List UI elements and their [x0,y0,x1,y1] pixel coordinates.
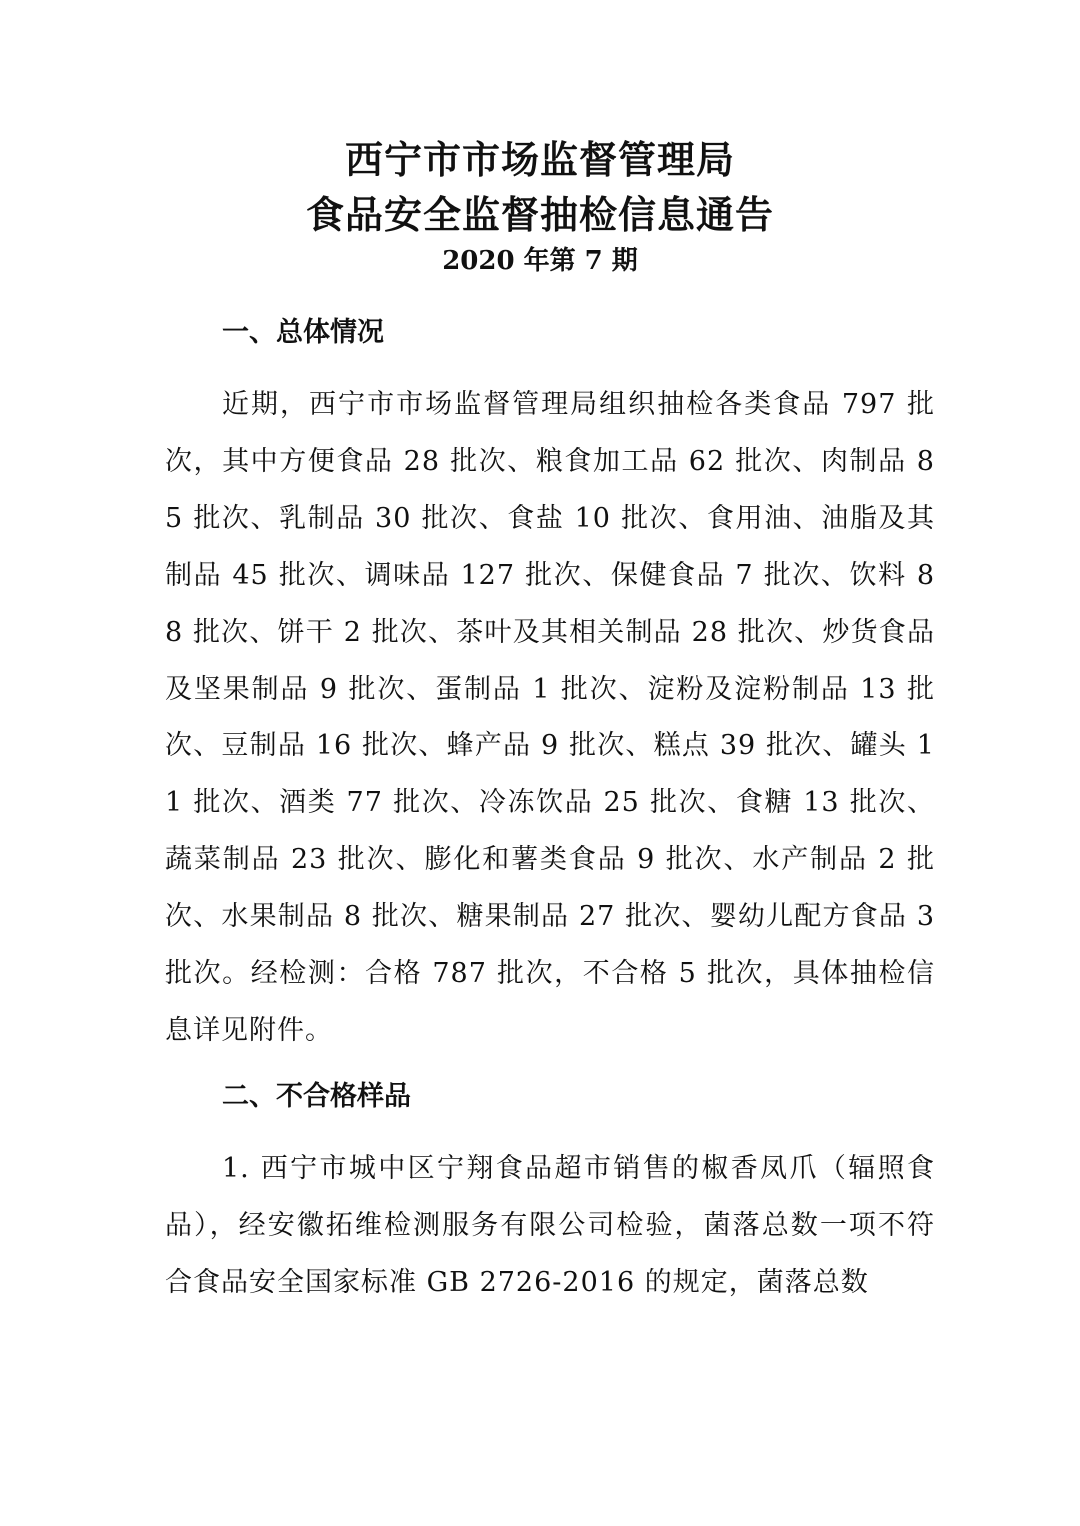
section-heading-unqualified: 二、不合格样品 [222,1081,411,1112]
overview-paragraph: 近期，西宁市市场监督管理局组织抽检各类食品 797 批次，其中方便食品 28 批次、粮食加工品 62 批次、肉制品 85 批次、乳制品 30 批次、食盐 10 批次、食用油、油脂及其制品 45 批次、调味品 127 批次、保健食品 7 批次、饮料 88 批次、饼干 2 批次、茶叶及其相关制品 28 批次、炒货食品及坚果制品 9 批次、蛋制品 1 批次、淀粉及淀粉制品 13 批次、豆制品 16 批次、蜂产品 9 批次、糕点 39 批次、罐头 11 批次、酒类 77 批次、冷冻饮品 25 批次、食糖 13 批次、蔬菜制品 23 批次、膨化和薯类食品 9 批次、水产制品 2 批次、水果制品 8 批次、糖果制品 27 批次、婴幼儿配方食品 3 批次。经检测：合格 787 批次，不合格 5 批次，具体抽检信息详见附件。 [165,389,935,1046]
issue-number: 2020 年第 7 期 [442,246,638,276]
unqualified-item-1: 1. 西宁市城中区宁翔食品超市销售的椒香凤爪（辐照食品），经安徽拓维检测服务有限公司检验，菌落总数一项不符合食品安全国家标准 GB 2726-2016 的规定，菌落总数 [165,1153,935,1298]
section-heading-overview: 一、总体情况 [222,317,384,348]
document-title-line1: 西宁市市场监督管理局 [344,137,735,182]
document-title-line2: 食品安全监督抽检信息通告 [305,192,774,237]
